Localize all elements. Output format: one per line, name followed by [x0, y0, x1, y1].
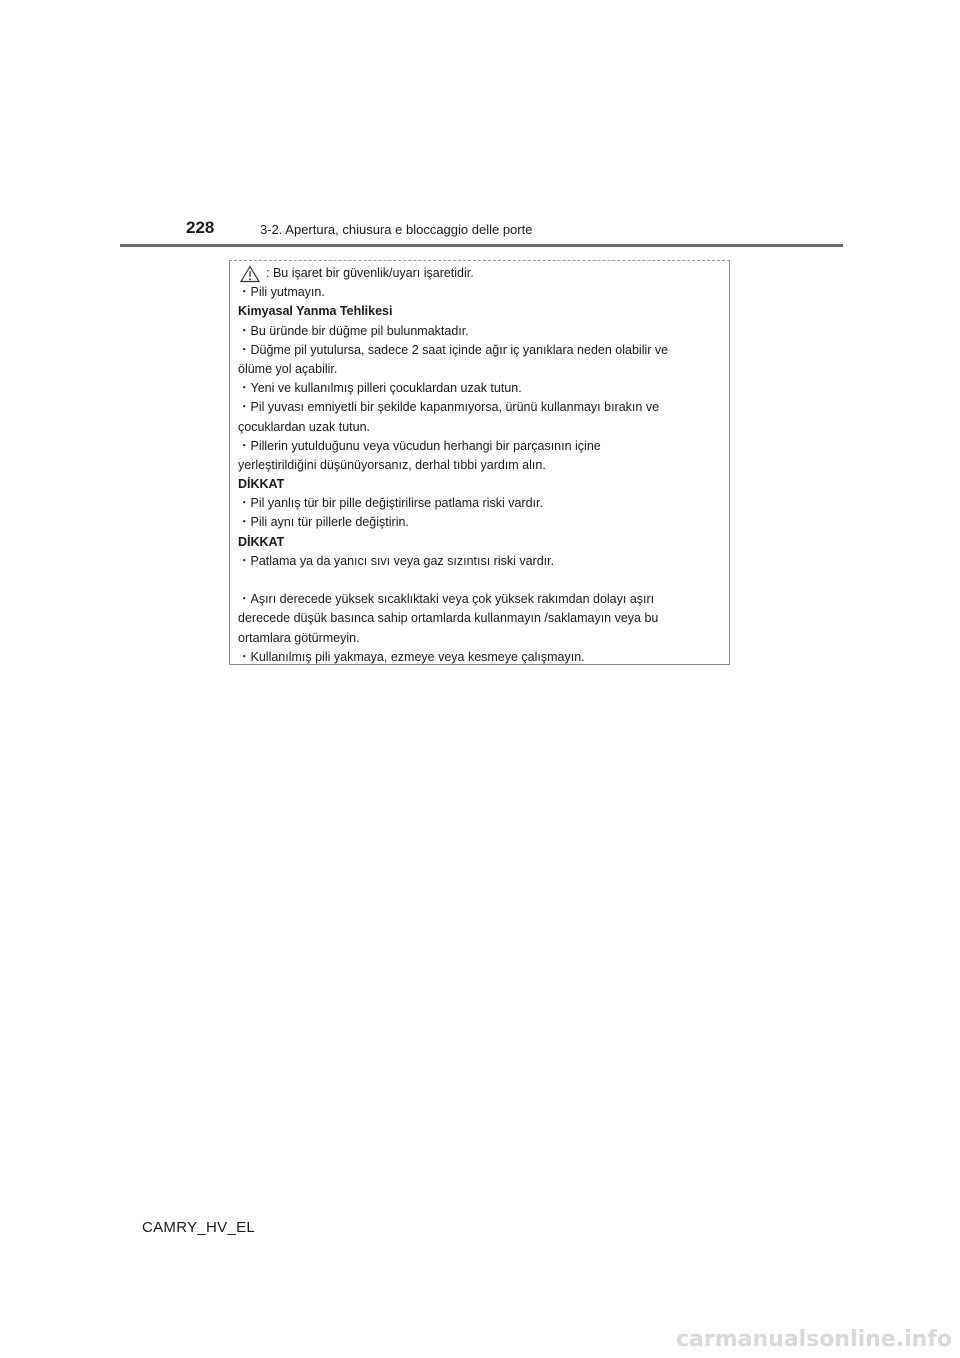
warning-line-15: ・Patlama ya da yanıcı sıvı veya gaz sızıntısı riski vardır. — [238, 553, 555, 568]
warning-line-20: ・Kullanılmış pili yakmaya, ezmeye veya kesmeye çalışmayın. — [238, 649, 585, 664]
warning-line-0 — [238, 264, 723, 283]
warning-line-14: DİKKAT — [238, 534, 285, 549]
warning-line-11: DİKKAT — [238, 477, 285, 492]
warning-line-9: ・Pillerin yutulduğunu veya vücudun herhangi bir parçasının içine — [238, 438, 601, 453]
warning-line-19: ortamlara götürmeyin. — [238, 630, 360, 645]
warning-line-8: çocuklardan uzak tutun. — [238, 419, 371, 434]
warning-box-content — [238, 264, 723, 667]
warning-line-0-text: : Bu işaret bir güvenlik/uyarı işaretidir. — [266, 266, 474, 280]
page-number: 228 — [186, 218, 215, 237]
warning-box — [229, 260, 730, 665]
warning-triangle-icon — [240, 265, 260, 283]
warning-line-13: ・Pili aynı tür pillerle değiştirin. — [238, 515, 409, 530]
warning-line-6: ・Yeni ve kullanılmış pilleri çocuklardan uzak tutun. — [238, 381, 522, 396]
warning-line-3: ・Bu üründe bir düğme pil bulunmaktadır. — [238, 323, 469, 338]
header-divider — [120, 244, 843, 247]
warning-line-7: ・Pil yuvası emniyetli bir şekilde kapanmıyorsa, ürünü kullanmayı bırakın ve — [238, 400, 660, 415]
warning-line-16 — [238, 571, 723, 590]
watermark: carmanualsonline.info — [676, 1327, 952, 1352]
warning-line-4: ・Düğme pil yutulursa, sadece 2 saat içinde ağır iç yanıklara neden olabilir ve — [238, 342, 669, 357]
footer-code: CAMRY_HV_EL — [142, 1219, 256, 1236]
warning-line-18: derecede düşük basınca sahip ortamlarda kullanmayın /saklamayın veya bu — [238, 611, 659, 626]
warning-line-5: ölüme yol açabilir. — [238, 361, 338, 376]
warning-line-2: Kimyasal Yanma Tehlikesi — [238, 304, 393, 319]
section-title: 3-2. Apertura, chiusura e bloccaggio delle porte — [260, 222, 533, 237]
warning-line-10: yerleştirildiğini düşünüyorsanız, derhal tıbbi yardım alın. — [238, 457, 546, 472]
warning-line-17: ・Aşırı derecede yüksek sıcaklıktaki veya çok yüksek rakımdan dolayı aşırı — [238, 592, 655, 607]
warning-line-12: ・Pil yanlış tür bir pille değiştirilirse patlama riski vardır. — [238, 496, 543, 511]
warning-line-1: ・Pili yutmayın. — [238, 285, 325, 300]
